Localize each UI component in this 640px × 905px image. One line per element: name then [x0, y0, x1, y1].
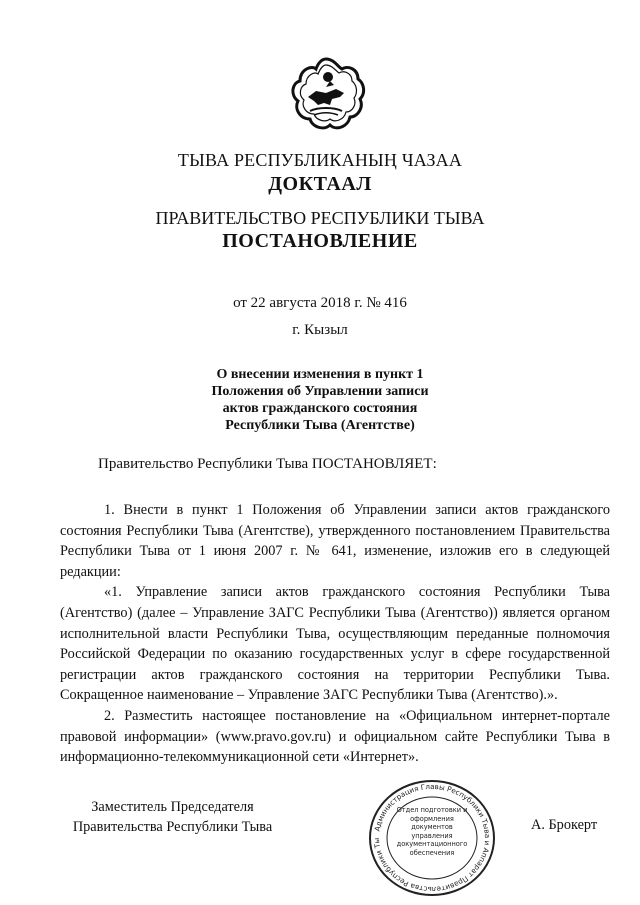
- header-postanovlenie: ПОСТАНОВЛЕНИЕ: [222, 230, 418, 252]
- preamble: Правительство Республики Тыва ПОСТАНОВЛЯЕТ:: [98, 456, 437, 472]
- header-doktaal: ДОКТААЛ: [268, 173, 372, 195]
- body-paragraph-3: 2. Разместить настоящее постановление на «Официальном интернет-портале правовой информации» (www.pravo.gov.ru) и официальном сайте Республики Тыва в информационно-телекоммуникационной сети «Интернет».: [60, 707, 610, 766]
- document-title: [0, 366, 640, 434]
- tyva-coat-of-arms-icon: [286, 55, 366, 135]
- stamp-center-text: Отдел подготовки и оформления документов управления документационного обеспечения: [396, 806, 468, 857]
- title-line: Республики Тыва (Агентстве): [225, 418, 415, 433]
- stamp-seal-icon: [367, 778, 497, 898]
- title-line: О внесении изменения в пункт 1: [216, 367, 424, 382]
- official-stamp: [367, 778, 497, 898]
- header-tyva-government: ТЫВА РЕСПУБЛИКАНЫҢ ЧАЗАА: [177, 150, 463, 170]
- signatory-position-line: Правительства Республики Тыва: [72, 819, 273, 835]
- document-city: г. Кызыл: [292, 322, 348, 338]
- header-government: ПРАВИТЕЛЬСТВО РЕСПУБЛИКИ ТЫВА: [155, 208, 485, 228]
- title-line: актов гражданского состояния: [222, 401, 418, 416]
- coat-of-arms-emblem: [286, 55, 366, 135]
- title-line: Положения об Управлении записи: [211, 384, 429, 399]
- body-paragraph-1: 1. Внести в пункт 1 Положения об Управлении записи актов гражданского состояния Республики Тыва (Агентстве), утвержденного постановлением Правительства Республики Тыва от 1 июня 2007 г. № 641, изменение, изложив его в следующей редакции:: [60, 502, 610, 580]
- body-paragraph-2: «1. Управление записи актов гражданского состояния Республики Тыва (Агентство) (далее – Управление ЗАГС Республики Тыва (Агентство)) является органом исполнительной власти Республики Тыва, осуществляющим переданные полномочия Российской Федерации по оказанию государственных услуг в сфере государственной регистрации актов гражданского состояния на территории Республики Тыва. Сокращенное наименование – Управление ЗАГС Республики Тыва (Агентство).».: [60, 584, 610, 704]
- signatory-position: [60, 797, 285, 837]
- stamp-ring-text: Администрация Главы Республики Тыва и Аппарат Правительства Республики Ты: [371, 781, 493, 895]
- document-body: [60, 500, 610, 768]
- document-date-number: от 22 августа 2018 г. № 416: [233, 295, 407, 311]
- signatory-position-line: Заместитель Председателя: [91, 799, 254, 815]
- signatory-name: А. Брокерт: [531, 817, 598, 833]
